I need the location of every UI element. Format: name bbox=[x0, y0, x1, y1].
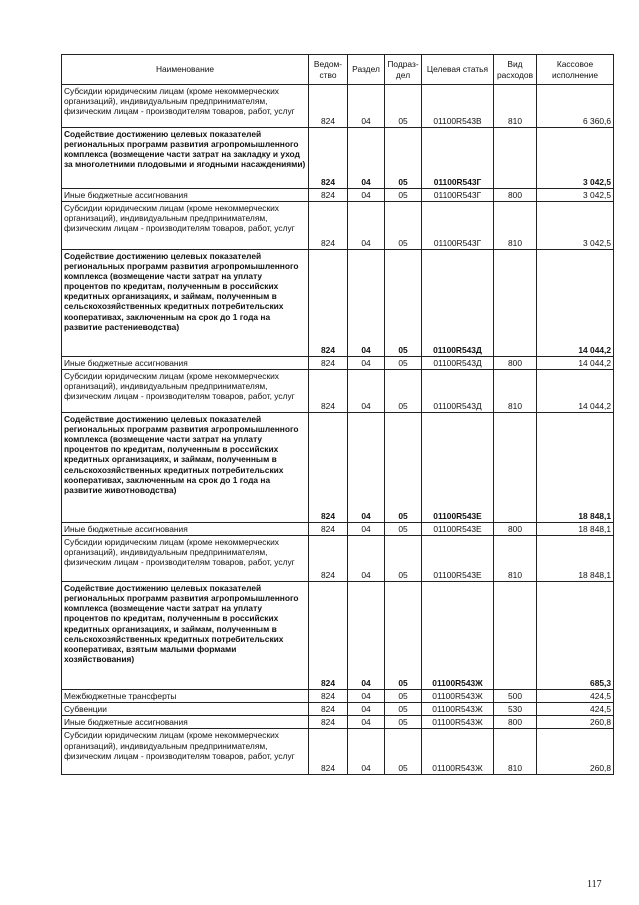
header-name: Наименование bbox=[62, 55, 309, 85]
cell-kassovoe-ispolnenie: 685,3 bbox=[537, 582, 614, 690]
cell-vid-rashodov: 500 bbox=[494, 690, 537, 703]
cell-celevaya-statya: 01100R543Ж bbox=[422, 729, 494, 775]
cell-kassovoe-ispolnenie: 18 848,1 bbox=[537, 523, 614, 536]
cell-celevaya-statya: 01100R543Е bbox=[422, 413, 494, 523]
cell-celevaya-statya: 01100R543Ж bbox=[422, 703, 494, 716]
table-row bbox=[62, 582, 614, 690]
cell-vid-rashodov: 800 bbox=[494, 189, 537, 202]
cell-kassovoe-ispolnenie: 18 848,1 bbox=[537, 536, 614, 582]
cell-razdel: 04 bbox=[348, 128, 385, 189]
cell-celevaya-statya: 01100R543Ж bbox=[422, 690, 494, 703]
cell-vedomstvo: 824 bbox=[309, 370, 348, 413]
cell-razdel: 04 bbox=[348, 703, 385, 716]
cell-vedomstvo: 824 bbox=[309, 128, 348, 189]
cell-name: Иные бюджетные ассигнования bbox=[62, 523, 309, 536]
cell-vid-rashodov bbox=[494, 250, 537, 357]
header-kassovoe-ispolnenie: Кассовое исполнение bbox=[537, 55, 614, 85]
cell-name: Субвенции bbox=[62, 703, 309, 716]
cell-vedomstvo: 824 bbox=[309, 582, 348, 690]
cell-name: Иные бюджетные ассигнования bbox=[62, 716, 309, 729]
table-row bbox=[62, 370, 614, 413]
cell-vid-rashodov: 800 bbox=[494, 523, 537, 536]
cell-celevaya-statya: 01100R543Ж bbox=[422, 582, 494, 690]
page-number: 117 bbox=[587, 879, 602, 890]
cell-celevaya-statya: 01100R543Г bbox=[422, 189, 494, 202]
cell-kassovoe-ispolnenie: 3 042,5 bbox=[537, 189, 614, 202]
cell-podrazdel: 05 bbox=[385, 85, 422, 128]
cell-celevaya-statya: 01100R543Д bbox=[422, 357, 494, 370]
cell-vid-rashodov: 800 bbox=[494, 716, 537, 729]
cell-razdel: 04 bbox=[348, 250, 385, 357]
cell-kassovoe-ispolnenie: 3 042,5 bbox=[537, 202, 614, 250]
cell-podrazdel: 05 bbox=[385, 202, 422, 250]
cell-kassovoe-ispolnenie: 18 848,1 bbox=[537, 413, 614, 523]
cell-razdel: 04 bbox=[348, 716, 385, 729]
cell-celevaya-statya: 01100R543Д bbox=[422, 250, 494, 357]
table-row bbox=[62, 357, 614, 370]
cell-kassovoe-ispolnenie: 6 360,6 bbox=[537, 85, 614, 128]
cell-celevaya-statya: 01100R543В bbox=[422, 85, 494, 128]
cell-podrazdel: 05 bbox=[385, 357, 422, 370]
table-row bbox=[62, 690, 614, 703]
cell-name: Содействие достижению целевых показателей региональных программ развития агропромышленного комплекса (возмещение части затрат на закладку и уход за многолетними плодовыми и ягодными насаждениями) bbox=[62, 128, 309, 189]
cell-name: Межбюджетные трансферты bbox=[62, 690, 309, 703]
cell-podrazdel: 05 bbox=[385, 189, 422, 202]
table-row bbox=[62, 189, 614, 202]
cell-vedomstvo: 824 bbox=[309, 523, 348, 536]
cell-vedomstvo: 824 bbox=[309, 357, 348, 370]
cell-vedomstvo: 824 bbox=[309, 729, 348, 775]
header-celevaya-statya: Целевая статья bbox=[422, 55, 494, 85]
cell-razdel: 04 bbox=[348, 536, 385, 582]
cell-vid-rashodov: 810 bbox=[494, 85, 537, 128]
table-row bbox=[62, 85, 614, 128]
cell-podrazdel: 05 bbox=[385, 370, 422, 413]
cell-razdel: 04 bbox=[348, 85, 385, 128]
cell-vedomstvo: 824 bbox=[309, 250, 348, 357]
cell-podrazdel: 05 bbox=[385, 250, 422, 357]
cell-vid-rashodov: 810 bbox=[494, 370, 537, 413]
cell-kassovoe-ispolnenie: 14 044,2 bbox=[537, 357, 614, 370]
cell-vid-rashodov: 810 bbox=[494, 729, 537, 775]
table-header-row bbox=[62, 55, 614, 85]
cell-podrazdel: 05 bbox=[385, 716, 422, 729]
cell-podrazdel: 05 bbox=[385, 729, 422, 775]
cell-kassovoe-ispolnenie: 260,8 bbox=[537, 716, 614, 729]
cell-razdel: 04 bbox=[348, 202, 385, 250]
table-row bbox=[62, 202, 614, 250]
table-body bbox=[62, 85, 614, 775]
cell-kassovoe-ispolnenie: 14 044,2 bbox=[537, 370, 614, 413]
cell-vid-rashodov: 530 bbox=[494, 703, 537, 716]
cell-name: Содействие достижению целевых показателей региональных программ развития агропромышленного комплекса (возмещение части затрат на уплату процентов по кредитам, полученным в российских кредитных организациях, и займам, полученным в сельскохозяйственных кредитных потребительских кооперативах, заключенным на срок до 1 года на развитие растениеводства) bbox=[62, 250, 309, 357]
header-vedomstvo: Ведом-ство bbox=[309, 55, 348, 85]
cell-podrazdel: 05 bbox=[385, 703, 422, 716]
cell-podrazdel: 05 bbox=[385, 690, 422, 703]
cell-razdel: 04 bbox=[348, 729, 385, 775]
header-podrazdel: Подраз-дел bbox=[385, 55, 422, 85]
cell-vedomstvo: 824 bbox=[309, 413, 348, 523]
cell-vid-rashodov: 800 bbox=[494, 357, 537, 370]
budget-table bbox=[61, 54, 614, 775]
cell-name: Субсидии юридическим лицам (кроме некоммерческих организаций), индивидуальным предпринимателям, физическим лицам - производителям товаров, работ, услуг bbox=[62, 85, 309, 128]
table-row bbox=[62, 250, 614, 357]
table-row bbox=[62, 523, 614, 536]
cell-podrazdel: 05 bbox=[385, 582, 422, 690]
cell-celevaya-statya: 01100R543Е bbox=[422, 523, 494, 536]
cell-razdel: 04 bbox=[348, 690, 385, 703]
cell-razdel: 04 bbox=[348, 582, 385, 690]
cell-celevaya-statya: 01100R543Д bbox=[422, 370, 494, 413]
cell-vid-rashodov bbox=[494, 582, 537, 690]
cell-vid-rashodov bbox=[494, 128, 537, 189]
cell-podrazdel: 05 bbox=[385, 536, 422, 582]
cell-kassovoe-ispolnenie: 424,5 bbox=[537, 690, 614, 703]
cell-kassovoe-ispolnenie: 3 042,5 bbox=[537, 128, 614, 189]
table-row bbox=[62, 729, 614, 775]
cell-razdel: 04 bbox=[348, 189, 385, 202]
cell-name: Иные бюджетные ассигнования bbox=[62, 189, 309, 202]
cell-vedomstvo: 824 bbox=[309, 703, 348, 716]
cell-celevaya-statya: 01100R543Ж bbox=[422, 716, 494, 729]
cell-name: Субсидии юридическим лицам (кроме некоммерческих организаций), индивидуальным предпринимателям, физическим лицам - производителям товаров, работ, услуг bbox=[62, 536, 309, 582]
cell-name: Субсидии юридическим лицам (кроме некоммерческих организаций), индивидуальным предпринимателям, физическим лицам - производителям товаров, работ, услуг bbox=[62, 370, 309, 413]
cell-celevaya-statya: 01100R543Г bbox=[422, 128, 494, 189]
cell-podrazdel: 05 bbox=[385, 523, 422, 536]
cell-podrazdel: 05 bbox=[385, 128, 422, 189]
cell-vedomstvo: 824 bbox=[309, 690, 348, 703]
cell-vedomstvo: 824 bbox=[309, 536, 348, 582]
table-row bbox=[62, 703, 614, 716]
cell-razdel: 04 bbox=[348, 370, 385, 413]
header-vid-rashodov: Вид расходов bbox=[494, 55, 537, 85]
table-row bbox=[62, 413, 614, 523]
table-row bbox=[62, 536, 614, 582]
cell-vedomstvo: 824 bbox=[309, 85, 348, 128]
cell-vid-rashodov bbox=[494, 413, 537, 523]
cell-podrazdel: 05 bbox=[385, 413, 422, 523]
cell-name: Иные бюджетные ассигнования bbox=[62, 357, 309, 370]
cell-vid-rashodov: 810 bbox=[494, 536, 537, 582]
cell-kassovoe-ispolnenie: 260,8 bbox=[537, 729, 614, 775]
header-razdel: Раздел bbox=[348, 55, 385, 85]
cell-name: Субсидии юридическим лицам (кроме некоммерческих организаций), индивидуальным предпринимателям, физическим лицам - производителям товаров, работ, услуг bbox=[62, 202, 309, 250]
cell-name: Содействие достижению целевых показателей региональных программ развития агропромышленного комплекса (возмещение части затрат на уплату процентов по кредитам, полученным в российских кредитных организациях, и займам, полученным в сельскохозяйственных кредитных потребительских кооперативах, взятым малыми формами хозяйствования) bbox=[62, 582, 309, 690]
cell-name: Содействие достижению целевых показателей региональных программ развития агропромышленного комплекса (возмещение части затрат на уплату процентов по кредитам, полученным в российских кредитных организациях, и займам, полученным в сельскохозяйственных кредитных потребительских кооперативах, заключенным на срок до 1 года на развитие животноводства) bbox=[62, 413, 309, 523]
cell-vedomstvo: 824 bbox=[309, 189, 348, 202]
cell-razdel: 04 bbox=[348, 413, 385, 523]
cell-kassovoe-ispolnenie: 424,5 bbox=[537, 703, 614, 716]
cell-razdel: 04 bbox=[348, 523, 385, 536]
cell-celevaya-statya: 01100R543Г bbox=[422, 202, 494, 250]
cell-celevaya-statya: 01100R543Е bbox=[422, 536, 494, 582]
cell-vid-rashodov: 810 bbox=[494, 202, 537, 250]
cell-razdel: 04 bbox=[348, 357, 385, 370]
cell-vedomstvo: 824 bbox=[309, 202, 348, 250]
table-row bbox=[62, 716, 614, 729]
cell-kassovoe-ispolnenie: 14 044,2 bbox=[537, 250, 614, 357]
table-row bbox=[62, 128, 614, 189]
cell-vedomstvo: 824 bbox=[309, 716, 348, 729]
cell-name: Субсидии юридическим лицам (кроме некоммерческих организаций), индивидуальным предпринимателям, физическим лицам - производителям товаров, работ, услуг bbox=[62, 729, 309, 775]
